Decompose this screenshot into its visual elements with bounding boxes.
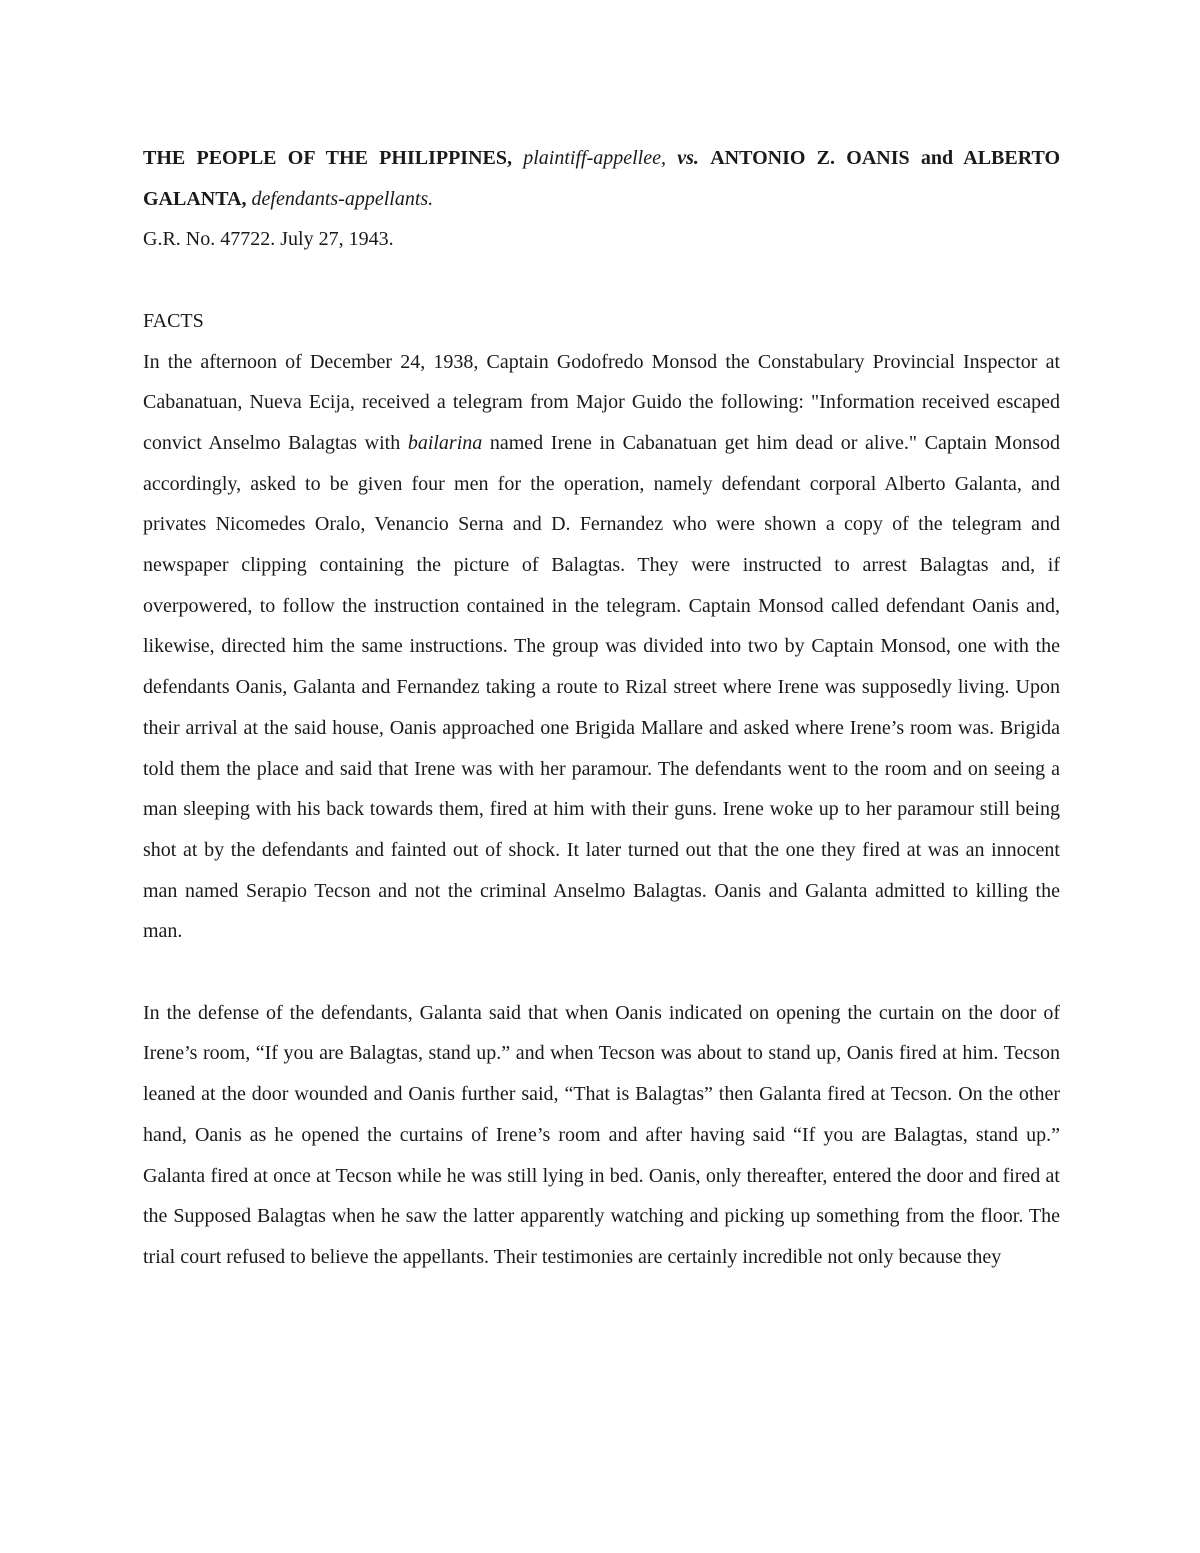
document-page — [143, 138, 1060, 1278]
defense-paragraph: In the defense of the defendants, Galanta said that when Oanis indicated on opening the curtain on the door of Irene’s room, “If you are Balagtas, stand up.” and when Tecson was about to stand up, Oanis fired at him. Tecson leaned at the door wounded and Oanis further said, “That is Balagtas” then Galanta fired at Tecson. On the other hand, Oanis as he opened the curtains of Irene’s room and after having said “If you are Balagtas, stand up.” Galanta fired at once at Tecson while he was still lying in bed. Oanis, only thereafter, entered the door and fired at the Supposed Balagtas when he saw the latter apparently watching and picking up something from the floor. The trial court refused to believe the appellants. Their testimonies are certainly incredible not only because they — [143, 1001, 1060, 1268]
blank-line — [143, 952, 1060, 993]
versus-label: vs. — [677, 147, 699, 169]
facts-paragraph-1 — [143, 342, 1060, 953]
plaintiff-name: THE PEOPLE OF THE PHILIPPINES, — [143, 147, 512, 169]
plaintiff-role: plaintiff-appellee, — [523, 147, 666, 169]
defendant-names: ANTONIO Z. OANIS and ALBERTO GALANTA, — [143, 147, 1061, 210]
facts-paragraph-1-part-a: In the afternoon of December 24, 1938, Captain Godofredo Monsod the Constabulary Provincial Inspector at Cabanatuan, Nueva Ecija, received a telegram from Major Guido the following: "Information received escaped convict Anselmo Balagtas with — [143, 350, 1060, 454]
section-heading-facts: FACTS — [143, 309, 204, 332]
blank-line — [143, 260, 1060, 301]
italic-term-bailarina: bailarina — [407, 431, 483, 454]
facts-paragraph-1-part-b: named Irene in Cabanatuan get him dead or alive." Captain Monsod accordingly, asked to be given four men for the operation, namely defendant corporal Alberto Galanta, and privates Nicomedes Oralo, Venancio Serna and D. Fernandez who were shown a copy of the telegram and newspaper clipping containing the picture of Balagtas. They were instructed to arrest Balagtas and, if overpowered, to follow the instruction contained in the telegram. Captain Monsod called defendant Oanis and, likewise, directed him the same instructions. The group was divided into two by Captain Monsod, one with the defendants Oanis, Galanta and Fernandez taking a route to Rizal street where Irene was supposedly living. Upon their arrival at the said house, Oanis approached one Brigida Mallare and asked where Irene’s room was. Brigida told them the place and said that Irene was with her paramour. The defendants went to the room and on seeing a man sleeping with his back towards them, fired at him with their guns. Irene woke up to her paramour still being shot at by the defendants and fainted out of shock. It later turned out that the one they fired at was an innocent man named Serapio Tecson and not the criminal Anselmo Balagtas. Oanis and Galanta admitted to killing the man. — [143, 431, 1060, 943]
case-caption — [143, 138, 1060, 219]
defendant-role: defendants-appellants. — [251, 187, 434, 210]
case-number: G.R. No. 47722. July 27, 1943. — [143, 228, 394, 251]
